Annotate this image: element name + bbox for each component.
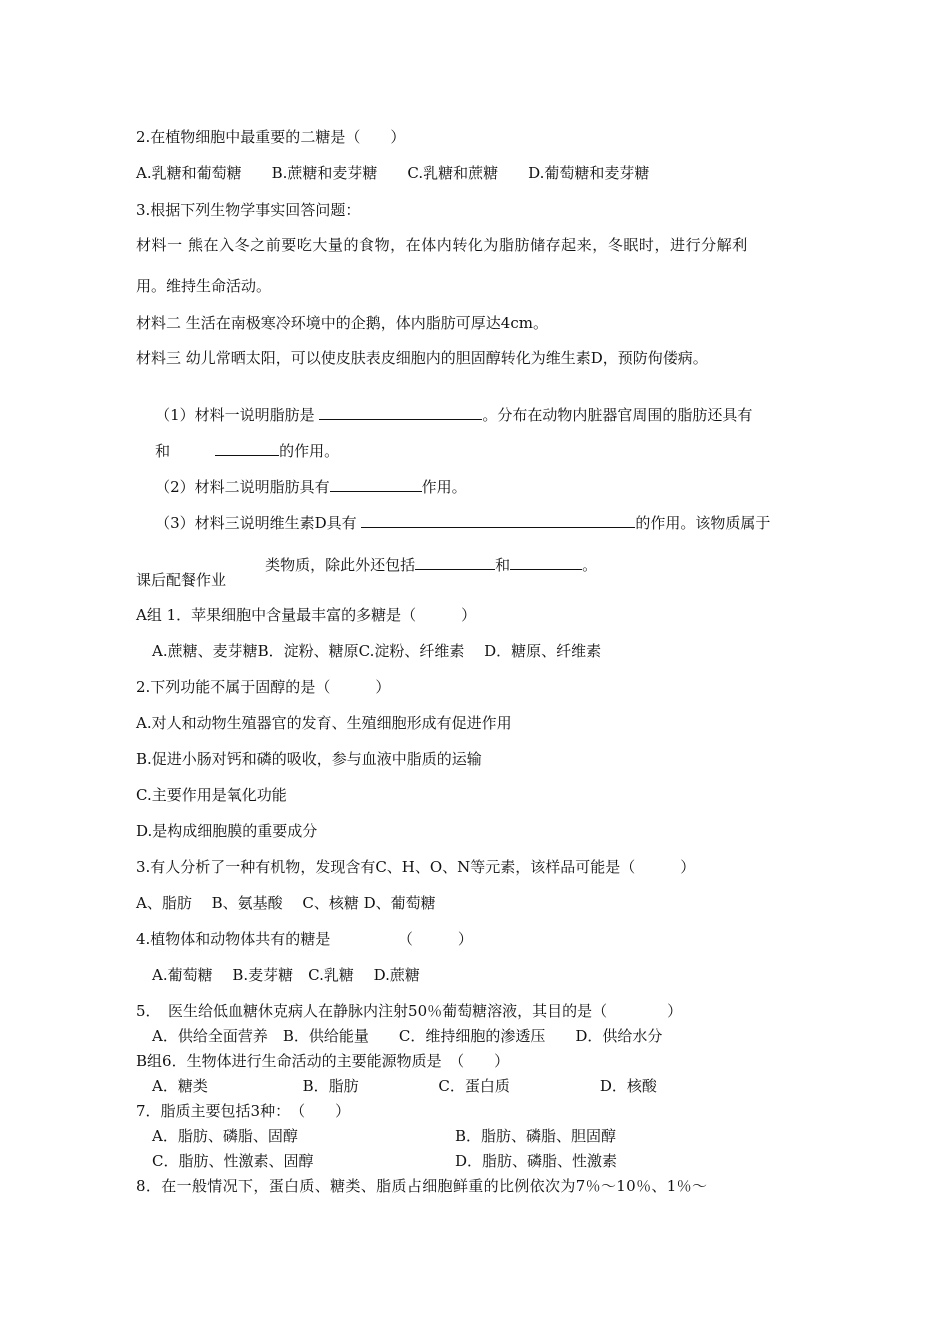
b7-option-a: A．脂肪、磷脂、固醇 bbox=[152, 1127, 298, 1145]
b7-option-b: B．脂肪、磷脂、胆固醇 bbox=[455, 1127, 617, 1145]
a5-stem: 5． 医生给低血糖休克病人在静脉内注射50％葡萄糖溶液，其目的是（ ） bbox=[136, 1002, 683, 1020]
answer-blank[interactable] bbox=[215, 440, 279, 456]
material-1-line-1: 材料一 熊在入冬之前要吃大量的食物，在体内转化为脂肪储存起来，冬眠时，进行分解利 bbox=[136, 236, 748, 254]
sub-question-3-text-c: 类物质，除此外还包括 bbox=[265, 556, 416, 574]
b6-options: A．糖类 B．脂肪 C．蛋白质 D．核酸 bbox=[152, 1077, 657, 1095]
a4-options: A.葡萄糖 B.麦芽糖 C.乳糖 D.蔗糖 bbox=[152, 966, 420, 984]
answer-blank[interactable] bbox=[330, 476, 422, 492]
q2-options: A.乳糖和葡萄糖 B.蔗糖和麦芽糖 C.乳糖和蔗糖 D.葡萄糖和麦芽糖 bbox=[136, 164, 650, 182]
a2-option-d: D.是构成细胞膜的重要成分 bbox=[136, 822, 318, 840]
sub-question-3-text-b: 的作用。该物质属于 bbox=[635, 514, 771, 532]
a2-option-a: A.对人和动物生殖器官的发育、生殖细胞形成有促进作用 bbox=[136, 714, 512, 732]
a1-stem: A组 1．苹果细胞中含量最丰富的多糖是（ ） bbox=[136, 606, 477, 624]
material-1-line-2: 用。维持生命活动。 bbox=[136, 277, 272, 295]
a2-option-b: B.促进小肠对钙和磷的吸收，参与血液中脂质的运输 bbox=[136, 750, 482, 768]
sub-question-3-line-2 bbox=[246, 534, 597, 595]
b7-stem: 7．脂质主要包括3种： （ ） bbox=[136, 1102, 351, 1120]
q2-stem: 2.在植物细胞中最重要的二糖是（ ） bbox=[136, 128, 406, 146]
sub-question-1-text-b: 。分布在动物内脏器官周围的脂肪还具有 bbox=[482, 406, 753, 424]
answer-blank[interactable] bbox=[510, 554, 582, 570]
answer-blank[interactable] bbox=[415, 554, 495, 570]
a5-options: A．供给全面营养 B．供给能量 C．维持细胞的渗透压 D．供给水分 bbox=[152, 1027, 663, 1045]
sub-question-1-text-d: 的作用。 bbox=[279, 442, 340, 460]
b8-stem: 8．在一般情况下，蛋白质、糖类、脂质占细胞鲜重的比例依次为7％～10％、1％～ bbox=[136, 1177, 708, 1195]
answer-blank[interactable] bbox=[319, 404, 482, 420]
b7-option-d: D．脂肪、磷脂、性激素 bbox=[455, 1152, 618, 1170]
answer-blank[interactable] bbox=[361, 512, 635, 528]
sub-question-3-text-a: （3）材料三说明维生素D具有 bbox=[155, 514, 362, 532]
a3-stem: 3.有人分析了一种有机物，发现含有C、H、O、N等元素，该样品可能是（ ） bbox=[136, 858, 696, 876]
q3-stem: 3.根据下列生物学事实回答问题： bbox=[136, 201, 361, 219]
b7-option-c: C．脂肪、性激素、固醇 bbox=[152, 1152, 314, 1170]
b6-stem: B组6．生物体进行生命活动的主要能源物质是 （ ） bbox=[136, 1052, 510, 1070]
sub-question-3-text-d: 和 bbox=[495, 556, 511, 574]
a2-option-c: C.主要作用是氧化功能 bbox=[136, 786, 287, 804]
sub-question-1-text-c: 和 bbox=[155, 442, 216, 460]
sub-question-2-text-b: 作用。 bbox=[421, 478, 467, 496]
material-2: 材料二 生活在南极寒冷环境中的企鹅，体内脂肪可厚达4cm。 bbox=[136, 314, 548, 332]
sub-question-1-text-a: （1）材料一说明脂肪是 bbox=[155, 406, 320, 424]
homework-heading: 课后配餐作业 bbox=[136, 571, 227, 589]
a3-options: A、脂肪 B、氨基酸 C、核糖 D、葡萄糖 bbox=[136, 894, 436, 912]
a1-options: A.蔗糖、麦芽糖B．淀粉、糖原C.淀粉、纤维素 D．糖原、纤维素 bbox=[152, 642, 602, 660]
sub-question-3-text-e: 。 bbox=[582, 556, 598, 574]
a4-stem: 4.植物体和动物体共有的糖是 （ ） bbox=[136, 930, 473, 948]
material-3: 材料三 幼儿常晒太阳，可以使皮肤表皮细胞内的胆固醇转化为维生素D，预防佝偻病。 bbox=[136, 349, 708, 367]
a2-stem: 2.下列功能不属于固醇的是（ ） bbox=[136, 678, 391, 696]
sub-question-2-text-a: （2）材料二说明脂肪具有 bbox=[155, 478, 330, 496]
